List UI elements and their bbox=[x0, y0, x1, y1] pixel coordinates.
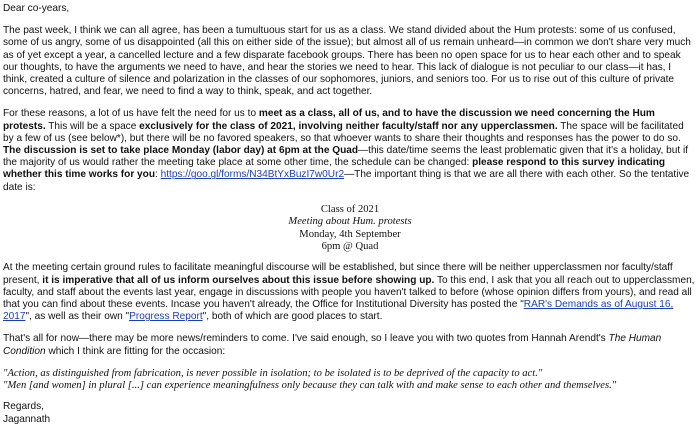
quote-2: "Men [and women] in plural [...] can experience meaningfulness only because they can talk with and make sense to each other and themselves." bbox=[3, 380, 617, 392]
quotes-block bbox=[3, 368, 697, 392]
text: For these reasons, a lot of us have felt the need for us to bbox=[3, 108, 259, 120]
text: ", as well as their own " bbox=[25, 311, 130, 323]
signature-name: Jagannath bbox=[3, 413, 51, 425]
bold-text: meet as a class, all of us, and to have the discussion we need concerning the Hum protests. bbox=[3, 108, 655, 132]
text: : bbox=[155, 169, 161, 181]
paragraph-intro: The past week, I think we can all agree, has been a tumultuous start for us as a class. We stand divided about the Hum protests: some of us confused, some of us angry, some of us disappointed (all this on either side of the issue); but almost all of us remain unheard—in common we don't share very much as of yet except a year, a cancelled lecture and a few disparate facebook groups. There has been no open space for us to hear each other and to speak our thoughts, to have the arguments we need to have, and hear the stories we need to hear. This lack of dialogue is not peculiar to our class—it has, I think, created a culture of silence and polarization in the classes of our sophomores, juniors, and seniors too. For us to rise out of this culture of private concerns, hatred, and fear, we need to find a way to think, speak, and act together. bbox=[3, 25, 691, 98]
paragraph-meeting bbox=[3, 108, 697, 193]
text: —this date/time seems the least problematic given that it's a holiday, but if the majority of us would rather the meeting take place at some other time, the schedule can be changed: bbox=[3, 145, 688, 169]
event-title: Meeting about Hum. protests bbox=[288, 216, 412, 228]
text: At the meeting certain ground rules to facilitate meaningful discourse will be established, but since there will be neither upperclassmen nor faculty/staff present, bbox=[3, 262, 673, 286]
closing: Regards, bbox=[3, 401, 44, 413]
event-time-place: 6pm @ Quad bbox=[321, 241, 379, 253]
text: To this end, I ask that you all reach out to upperclassmen, faculty, and staff about the events last year, engage in discussions with people you haven't talked to before (whose opinion differs from yours), and read all that you can find about these events. Incase you haven't already, the Office for Institutional Diversity has posted the " bbox=[3, 274, 695, 311]
event-date: Monday, 4th September bbox=[299, 228, 401, 240]
text: ", both of which are good places to start. bbox=[202, 311, 383, 323]
bold-text: The discussion is set to take place Monday (labor day) at 6pm at the Quad bbox=[3, 145, 359, 157]
text: This will be a space bbox=[45, 120, 140, 132]
bold-text: it is imperative that all of us inform ourselves about this issue before showing up. bbox=[42, 274, 435, 286]
rar-demands-link[interactable]: RAR's Demands as of August 16, 2017 bbox=[3, 299, 674, 323]
signature-block bbox=[3, 401, 697, 425]
bold-text: exclusively for the class of 2021, involving neither faculty/staff nor any upperclassmen. bbox=[139, 120, 558, 132]
progress-report-link[interactable]: Progress Report bbox=[129, 311, 203, 323]
quote-1: "Action, as distinguished from fabrication, is never possible in isolation; to be isolated is to be deprived of the capacity to act." bbox=[3, 367, 543, 379]
greeting: Dear co-years, bbox=[3, 3, 70, 14]
event-class: Class of 2021 bbox=[320, 203, 380, 215]
bold-text: please respond to this survey indicating whether this time works for you bbox=[3, 157, 666, 181]
text: The space will be facilitated by a few of us (see below*), but there will be no favored speakers, so that whoever wants to share their thoughts and responses has the power to do so. bbox=[3, 120, 684, 144]
book-title: The Human Condition bbox=[3, 333, 662, 357]
paragraph-ground-rules bbox=[3, 262, 697, 323]
paragraph-closing bbox=[3, 333, 697, 357]
text: which I think are fitting for the occasion: bbox=[45, 345, 226, 357]
text: That's all for now—there may be more news/reminders to come. I've said enough, so I leave you with two quotes from Hannah Arendt's bbox=[3, 333, 609, 345]
event-details bbox=[3, 204, 697, 254]
survey-link[interactable]: https://goo.gl/forms/N34BtYxBuzI7w0Ur2 bbox=[160, 169, 345, 181]
text: —The important thing is that we are all there with each other. So the tentative date is: bbox=[3, 169, 690, 193]
